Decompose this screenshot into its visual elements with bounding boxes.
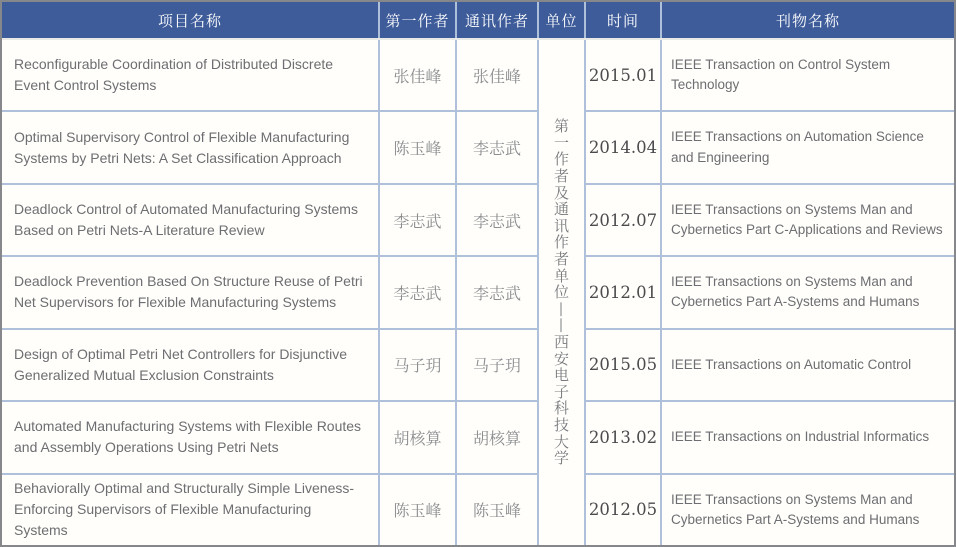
journal-cell: IEEE Transactions on Automatic Control	[662, 330, 954, 400]
date-cell: 2015.01	[586, 40, 660, 110]
date-cell: 2014.04	[586, 112, 660, 182]
journal-cell: IEEE Transaction on Control System Technology	[662, 40, 954, 110]
unit-merged-cell-text: 第 一 作 者 及 通 讯 作 者 单 位 — — 西 安 电 子 科 技 大 学	[552, 117, 571, 468]
corresponding-author-cell: 李志武	[457, 185, 537, 255]
first-author-cell: 张佳峰	[380, 40, 455, 110]
unit-merged-cell	[539, 40, 584, 545]
project-title-cell: Optimal Supervisory Control of Flexible Manufacturing Systems by Petri Nets: A Set Classification Approach	[2, 112, 378, 182]
project-title-cell: Deadlock Prevention Based On Structure Reuse of Petri Net Supervisors for Flexible Manufacturing Systems	[2, 257, 378, 327]
col-header-project-name: 项目名称	[2, 2, 378, 38]
date-cell: 2012.07	[586, 185, 660, 255]
first-author-cell: 李志武	[380, 185, 455, 255]
first-author-cell: 李志武	[380, 257, 455, 327]
corresponding-author-cell: 胡核算	[457, 402, 537, 472]
project-title-cell: Reconfigurable Coordination of Distributed Discrete Event Control Systems	[2, 40, 378, 110]
corresponding-author-cell: 陈玉峰	[457, 475, 537, 545]
project-title-cell: Design of Optimal Petri Net Controllers for Disjunctive Generalized Mutual Exclusion Constraints	[2, 330, 378, 400]
project-title-cell: Automated Manufacturing Systems with Flexible Routes and Assembly Operations Using Petri Nets	[2, 402, 378, 472]
corresponding-author-cell: 李志武	[457, 112, 537, 182]
first-author-cell: 陈玉峰	[380, 475, 455, 545]
col-header-corresponding-author: 通讯作者	[457, 2, 537, 38]
project-title-cell: Deadlock Control of Automated Manufacturing Systems Based on Petri Nets-A Literature Review	[2, 185, 378, 255]
journal-cell: IEEE Transactions on Systems Man and Cybernetics Part C-Applications and Reviews	[662, 185, 954, 255]
date-cell: 2012.01	[586, 257, 660, 327]
corresponding-author-cell: 马子玥	[457, 330, 537, 400]
journal-cell: IEEE Transactions on Automation Science and Engineering	[662, 112, 954, 182]
date-cell: 2015.05	[586, 330, 660, 400]
col-header-time: 时间	[586, 2, 660, 38]
first-author-cell: 胡核算	[380, 402, 455, 472]
first-author-cell: 陈玉峰	[380, 112, 455, 182]
project-title-cell: Behaviorally Optimal and Structurally Simple Liveness-Enforcing Supervisors of Flexible Manufacturing Systems	[2, 475, 378, 545]
date-cell: 2013.02	[586, 402, 660, 472]
corresponding-author-cell: 李志武	[457, 257, 537, 327]
col-header-unit: 单位	[539, 2, 584, 38]
date-cell: 2012.05	[586, 475, 660, 545]
journal-cell: IEEE Transactions on Systems Man and Cybernetics Part A-Systems and Humans	[662, 475, 954, 545]
journal-cell: IEEE Transactions on Industrial Informatics	[662, 402, 954, 472]
corresponding-author-cell: 张佳峰	[457, 40, 537, 110]
col-header-first-author: 第一作者	[380, 2, 455, 38]
publications-grid	[2, 2, 954, 545]
col-header-journal-name: 刊物名称	[662, 2, 954, 38]
journal-cell: IEEE Transactions on Systems Man and Cybernetics Part A-Systems and Humans	[662, 257, 954, 327]
first-author-cell: 马子玥	[380, 330, 455, 400]
